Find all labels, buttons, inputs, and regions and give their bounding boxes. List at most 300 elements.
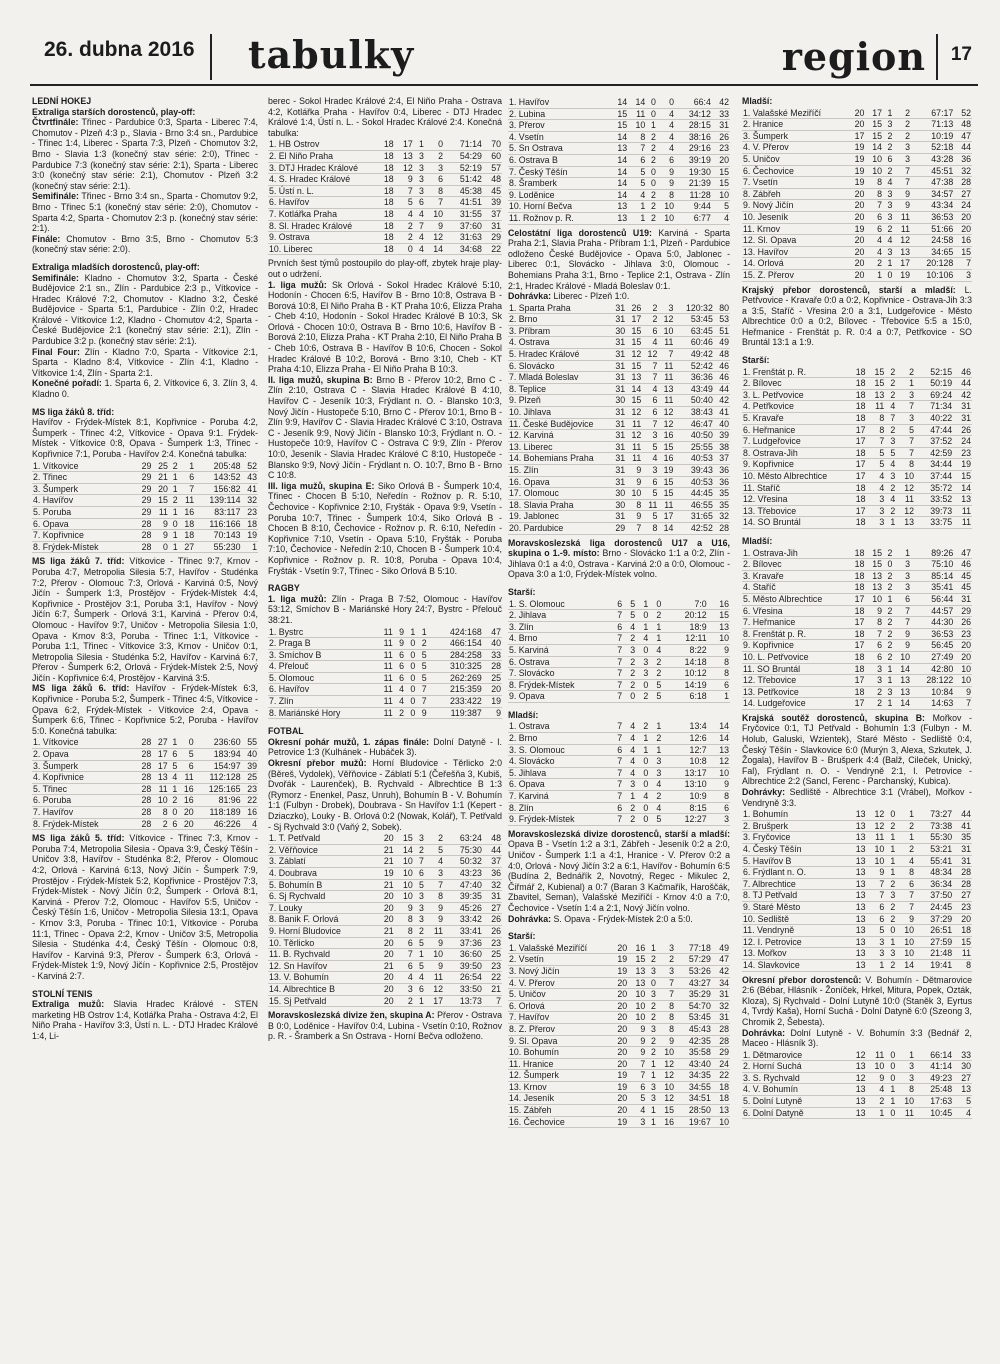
table-row — [508, 767, 730, 779]
paragraph-text: Havířov - Frýdek-Místek 8:1, Kopřivnice - Poruba 4:2, Šumperk - Třinec 4:2, Vítkovice - Opava 9:1. Frýdek-Místek - Vítkovice 0:8, Opava - Šumperk 1:3, Třinec - Kopřivnice 7:1, Poruba - Havířov 2:4. Konečná tabulka: — [32, 417, 258, 459]
table-cell: 1 — [643, 621, 649, 632]
table-row — [268, 960, 502, 972]
table-row — [508, 488, 730, 500]
table-cell: 4 — [643, 791, 649, 802]
table-cell: 5 — [724, 201, 729, 212]
table-cell: 37:60 — [459, 220, 482, 231]
result-paragraph — [32, 556, 258, 683]
table-cell: 20 — [383, 833, 394, 844]
table-cell: 6 — [399, 649, 405, 660]
table-cell: 3 — [877, 675, 883, 686]
table-cell: 5 — [890, 447, 896, 458]
table-cell: 17 — [402, 139, 413, 150]
table-cell: 53 — [719, 314, 729, 325]
table-cell: 41:51 — [459, 197, 482, 208]
section-heading: Starší: — [508, 931, 536, 942]
team-name: 11. České Budějovice — [509, 418, 594, 429]
team-name: 5. Havířov B — [743, 855, 792, 866]
table-cell: 4 — [966, 1107, 971, 1118]
table-row — [508, 1023, 730, 1035]
table-cell: 27 — [961, 890, 971, 901]
table-row — [742, 401, 972, 413]
table-cell: 30 — [615, 499, 626, 510]
table-cell: 55:30 — [930, 832, 953, 843]
team-name: 10. Těrlicko — [269, 937, 315, 948]
table-cell: 119:387 — [450, 707, 482, 718]
table-cell: 18 — [184, 530, 195, 541]
table-cell: 31 — [615, 337, 626, 348]
table-cell: 23 — [491, 937, 501, 948]
table-cell: 15 — [872, 559, 883, 570]
table-cell: 36 — [719, 476, 729, 487]
team-name: 12. Šumperk — [509, 1070, 559, 1081]
table-row — [742, 640, 972, 652]
table-cell: 2 — [887, 570, 893, 581]
team-name: 12. I. Petrovice — [743, 936, 802, 947]
table-cell: 12 — [900, 235, 911, 246]
table-cell: 11 — [632, 441, 642, 452]
table-cell: 18 — [855, 482, 866, 493]
table-row — [742, 844, 972, 856]
table-cell: 31 — [719, 120, 729, 131]
paragraph-text: S. Opava - Frýdek-Místek 2:0 a 5:0. — [551, 913, 693, 924]
team-name: 3. Záblatí — [269, 856, 306, 867]
table-cell: 51 — [719, 325, 729, 336]
table-row — [508, 943, 730, 954]
table-cell: 11 — [433, 925, 444, 936]
table-cell: 18 — [855, 494, 866, 505]
table-row — [508, 453, 730, 465]
table-cell: 156:82 — [213, 483, 241, 494]
table-cell: 37:36 — [459, 937, 482, 948]
table-cell: 48 — [491, 174, 501, 185]
table-cell: 2 — [650, 143, 656, 154]
section-heading: FOTBAL — [268, 726, 304, 737]
table-cell: 17 — [854, 675, 865, 686]
standings-table — [268, 627, 502, 720]
table-cell: 31 — [615, 314, 626, 325]
team-name: 8. Frýdek-Místek — [33, 541, 99, 552]
table-cell: 13 — [872, 582, 883, 593]
table-cell: 89:26 — [931, 547, 954, 558]
header-divider — [936, 34, 938, 80]
table-cell: 7 — [879, 890, 885, 901]
table-cell: 53:21 — [930, 844, 953, 854]
result-paragraph — [508, 228, 730, 292]
team-name: 7. Ludgeřovice — [743, 436, 801, 447]
table-cell: 13 — [961, 1084, 971, 1095]
table-cell: 2 — [905, 130, 911, 141]
table-cell: 7 — [652, 372, 658, 383]
table-cell: 5 — [172, 760, 178, 771]
table-cell: 4 — [887, 177, 893, 188]
team-name: 4. Brno — [509, 633, 538, 644]
team-name: 5. Dolní Lutyně — [743, 1096, 803, 1107]
table-cell: 2 — [909, 844, 915, 854]
table-cell: 1 — [879, 1107, 885, 1118]
table-cell: 14 — [904, 959, 915, 970]
table-cell: 9 — [640, 1023, 646, 1034]
table-cell: 15 — [617, 108, 628, 119]
table-cell: 3 — [879, 494, 885, 505]
table-cell: 13 — [855, 832, 866, 843]
table-cell: 31:55 — [459, 208, 482, 219]
table-cell: 6 — [407, 960, 413, 971]
table-cell: 6:77 — [693, 212, 711, 223]
table-cell: 9 — [636, 465, 642, 475]
table-cell: 10 — [904, 936, 915, 947]
result-paragraph — [268, 758, 502, 832]
table-cell: 2 — [909, 366, 915, 377]
table-row — [508, 668, 730, 680]
table-cell: 47 — [719, 954, 729, 965]
table-cell: 0 — [643, 644, 649, 655]
team-name: 9. Sl. Opava — [509, 1035, 558, 1046]
team-name: 19. Jablonec — [509, 511, 559, 522]
table-cell: 17 — [854, 640, 865, 651]
table-cell: 7 — [879, 878, 885, 889]
table-row — [742, 548, 972, 559]
table-cell: 19 — [491, 696, 501, 707]
team-name: 1. Sparta Praha — [509, 302, 571, 313]
table-cell: 18 — [383, 162, 394, 173]
table-cell: 154:97 — [213, 760, 241, 771]
table-cell: 10 — [874, 855, 885, 866]
table-cell: 7 — [905, 165, 911, 176]
table-cell: 6 — [724, 802, 729, 813]
table-cell: 10 — [433, 208, 444, 219]
team-name: 5. Jihlava — [509, 767, 547, 778]
table-cell: 8 — [669, 1023, 674, 1034]
table-cell: 36:53 — [931, 628, 954, 639]
table-cell: 10 — [872, 165, 883, 176]
table-cell: 15 — [719, 166, 729, 177]
table-cell: 21:48 — [930, 948, 953, 959]
paragraph-text: Třinec - Brno 3:4 sn., Sparta - Chomutov 9:2, Brno - Třinec 5:1 (konečný stav série: 2:0), Chomutov - Sparta 4:2, Sparta - Chomutov 2:3 p. (konečný stav série: 2:1). — [32, 191, 258, 234]
table-cell: 20 — [383, 983, 394, 994]
standings-table — [268, 833, 502, 1007]
table-cell: 28:122 — [926, 675, 954, 686]
team-name: 6. Opava — [33, 518, 69, 529]
team-name: 12. Sn Havířov — [269, 960, 328, 971]
table-cell: 28 — [719, 1023, 729, 1034]
result-paragraph — [32, 117, 258, 191]
table-cell: 17 — [900, 258, 911, 269]
table-cell: 36:34 — [930, 878, 953, 889]
table-cell: 2 — [650, 1012, 656, 1023]
team-name: 3. Šumperk — [33, 760, 78, 771]
table-cell: 3 — [909, 389, 915, 400]
table-cell: 7 — [669, 989, 674, 1000]
table-cell: 4 — [909, 855, 915, 866]
table-cell: 13:4 — [689, 721, 707, 732]
table-row — [268, 914, 502, 926]
table-cell: 0 — [410, 661, 416, 672]
team-name: 7. Louky — [269, 902, 303, 913]
table-cell: 0 — [172, 518, 178, 529]
table-cell: 28 — [719, 1035, 729, 1046]
team-name: 7. Kotlářka Praha — [269, 208, 337, 219]
table-row — [742, 913, 972, 925]
table-row — [742, 424, 972, 436]
standings-table — [508, 943, 730, 1129]
team-name: 3. DTJ Hradec Králové — [269, 162, 358, 173]
team-name: 6. Havířov — [269, 684, 310, 695]
table-row — [268, 684, 502, 696]
table-cell: 49 — [719, 337, 729, 348]
table-row — [508, 814, 730, 826]
table-cell: 31 — [615, 453, 626, 464]
table-cell: 5 — [909, 424, 915, 435]
table-cell: 120:32 — [685, 302, 713, 313]
table-cell: 1 — [643, 598, 649, 609]
table-cell: 5 — [879, 447, 885, 458]
table-cell: 31 — [961, 401, 971, 412]
table-cell: 2 — [172, 495, 178, 506]
table-cell: 10 — [719, 1116, 729, 1127]
table-cell: 10:45 — [930, 1107, 953, 1118]
table-cell: 0 — [890, 809, 896, 820]
table-cell: 9 — [879, 1072, 885, 1083]
table-cell: 3 — [643, 668, 649, 679]
table-cell: 54:29 — [459, 150, 482, 161]
table-cell: 0 — [669, 97, 674, 107]
table-cell: 7 — [496, 995, 501, 1006]
table-cell: 1 — [887, 593, 893, 604]
section-heading: MS liga žáků 8. tříd: — [32, 406, 115, 417]
table-cell: 7 — [669, 977, 674, 988]
paragraph-text: Kladno - Chomutov 3:2, Sparta - České Budějovice 2:1 sn., Zlín - Pardubice 2:3 p., Vítkovice - Hradec Králové 7:2, Chomutov - Kladno 3:2, České Budějovice - Sparta 5:1, Pardubice - Zlín 0:2, Hradec Králové - Vítkovice 1:2, Kladno - Chomutov 4:2, Sparta - České Budějovice 2:1 (konečný stav série: 2:1), Zlín - Pardubice 3:2 p. (konečný stav série: 2:1). — [32, 272, 258, 347]
table-cell: 66:14 — [930, 1049, 953, 1060]
table-cell: 1 — [421, 626, 427, 637]
table-cell: 4 — [652, 383, 658, 394]
table-cell: 13 — [855, 820, 866, 831]
table-cell: 12 — [663, 407, 674, 418]
team-name: 9. Plzeň — [509, 395, 541, 406]
table-cell: 7 — [966, 258, 971, 269]
table-row — [742, 605, 972, 617]
table-cell: 35 — [719, 488, 729, 499]
table-cell: 6 — [877, 651, 883, 662]
table-cell: 6 — [189, 472, 195, 483]
table-cell: 45:43 — [688, 1023, 711, 1034]
table-cell: 7 — [438, 197, 444, 208]
table-cell: 11 — [648, 499, 658, 510]
table-cell: 13 — [617, 201, 628, 212]
table-cell: 5 — [640, 1093, 646, 1104]
table-cell: 4 — [652, 337, 658, 348]
table-cell: 2 — [438, 833, 444, 844]
table-cell: 35:58 — [688, 1047, 711, 1058]
table-cell: 39:19 — [688, 154, 711, 165]
team-name: 4. S. Hradec Králové — [269, 174, 351, 185]
table-cell: 44:30 — [931, 617, 954, 628]
team-name: 9. Loděnice — [509, 189, 555, 200]
team-name: 6. Slovácko — [509, 360, 555, 371]
team-name: 8. Šramberk — [509, 178, 557, 189]
table-row — [508, 476, 730, 488]
table-row — [508, 430, 730, 442]
result-paragraph — [742, 787, 972, 808]
table-row — [268, 672, 502, 684]
table-cell: 44:45 — [690, 488, 713, 499]
table-row — [508, 633, 730, 645]
table-cell: 75:10 — [931, 559, 954, 570]
table-cell: 1 — [890, 855, 896, 866]
table-cell: 4 — [630, 767, 636, 778]
table-cell: 18 — [383, 232, 394, 243]
table-cell: 12:27 — [684, 814, 707, 825]
table-cell: 4 — [630, 721, 636, 732]
table-cell: 9 — [640, 1047, 646, 1058]
team-name: 5. Poruba — [33, 506, 72, 517]
paragraph-text: Brno B - Přerov 10:2, Brno C - Zlín 2:10, Ostrava C - Slavia Hradec Králové B 4:10, Havířov C - Jeseník 10:3, Frýdlant n. O. - Blansko 10:3, Nový Jičín - Hustopeče 5:10, Brno C - Přerov 10:1, Brno B - Zlín 9:9, Havířov C - Slavia Hradec Králové C 3:10, Ostrava C - Jeseník 9:9, Nový Jičín - Blansko 10:3, Frýdlant n. O. - Hustopeče 10:9, Havířov C - Ostrava C 9:9, Zlín - Přerov 10:0, Jeseník - Slavia Hradec Králové C 8:10, Hustopeče - Blansko 9:9, Nový Jičín - Frýdlant n. O. 10:7, Brno B - Brno C 10:8. — [268, 374, 502, 481]
table-cell: 0 — [643, 756, 649, 767]
team-name: 2. Opava — [33, 749, 69, 760]
team-name: 13. Mořkov — [743, 948, 787, 959]
table-cell: 3 — [890, 948, 896, 959]
table-cell: 8 — [877, 617, 883, 628]
table-cell: 4 — [879, 1084, 885, 1095]
table-cell: 14 — [631, 383, 642, 394]
table-cell: 31 — [615, 360, 626, 371]
table-cell: 14 — [961, 482, 971, 493]
table-cell: 2 — [407, 995, 413, 1006]
table-cell: 3 — [650, 989, 656, 1000]
team-name: 13. Petřkovice — [743, 686, 799, 697]
table-cell: 2 — [890, 389, 896, 400]
header-divider — [210, 34, 212, 80]
table-row — [268, 139, 502, 150]
table-cell: 9 — [407, 902, 413, 913]
table-cell: 34:68 — [459, 243, 482, 254]
table-cell: 60 — [491, 150, 501, 161]
table-cell: 15 — [719, 178, 729, 189]
table-cell: 3 — [407, 983, 413, 994]
team-name: 11. Staříč — [743, 482, 780, 493]
table-row — [508, 802, 730, 814]
table-cell: 21 — [383, 856, 394, 867]
table-cell: 7 — [877, 628, 883, 639]
table-row — [508, 1081, 730, 1093]
table-cell: 0 — [172, 807, 178, 817]
team-name: 4. Petřkovice — [743, 401, 794, 412]
table-cell: 5 — [438, 844, 444, 855]
table-cell: 3 — [419, 902, 424, 913]
table-cell: 42 — [719, 395, 729, 406]
table-cell: 17 — [855, 505, 866, 516]
table-row — [742, 1072, 972, 1084]
table-cell: 46:226 — [213, 818, 241, 829]
team-name: 9. Kopřivnice — [743, 640, 794, 651]
table-cell: 6 — [617, 802, 623, 813]
table-cell: 19:30 — [688, 166, 711, 177]
table-cell: 2 — [890, 959, 896, 970]
table-row — [508, 212, 730, 224]
table-cell: 116:166 — [209, 518, 241, 529]
table-cell: 35:41 — [931, 582, 954, 593]
table-cell: 3 — [890, 436, 896, 447]
table-cell: 0 — [650, 977, 656, 988]
table-cell: 6 — [877, 211, 883, 222]
table-cell: 0 — [438, 139, 444, 150]
table-cell: 7 — [877, 200, 883, 211]
team-name: 14. Orlová — [743, 258, 784, 269]
table-cell: 36:36 — [690, 372, 713, 383]
paragraph-label: Finále: — [32, 233, 61, 244]
table-cell: 9 — [438, 902, 444, 913]
table-cell: 28 — [141, 518, 152, 529]
table-cell: 29 — [141, 495, 152, 506]
table-row — [742, 517, 972, 529]
table-row — [32, 461, 258, 472]
table-row — [508, 733, 730, 745]
table-cell: 21 — [491, 983, 501, 994]
table-cell: 7 — [617, 721, 623, 732]
table-cell: 2 — [887, 617, 893, 628]
issue-date: 26. dubna 2016 — [44, 38, 195, 61]
table-cell: 0 — [643, 779, 649, 790]
paragraph-label: Krajská soutěž dorostenců, skupina B: — [742, 712, 925, 723]
table-cell: 10 — [631, 488, 642, 499]
table-row — [742, 890, 972, 902]
team-name: 1. T. Petřvald — [269, 833, 321, 844]
table-cell: 33 — [961, 1049, 971, 1060]
team-name: 10. Horní Bečva — [509, 201, 573, 212]
table-cell: 45:26 — [459, 902, 482, 913]
table-cell: 17 — [631, 314, 642, 325]
table-cell: 31 — [719, 989, 729, 1000]
table-cell: 7 — [668, 349, 674, 360]
table-cell: 15 — [663, 441, 674, 452]
table-cell: 3 — [905, 153, 911, 164]
table-cell: 32 — [491, 879, 501, 890]
table-row — [508, 779, 730, 791]
table-cell: 32 — [247, 495, 257, 506]
table-cell: 10 — [664, 201, 674, 212]
table-cell: 2 — [630, 633, 636, 644]
table-cell: 2 — [909, 820, 915, 831]
team-name: 14. Jeseník — [509, 1093, 554, 1104]
table-cell: 10 — [635, 120, 646, 131]
team-name: 3. L. Petřvovice — [743, 389, 804, 400]
table-cell: 2 — [650, 1047, 656, 1058]
table-cell: 3 — [887, 200, 893, 211]
standings-table — [742, 108, 972, 282]
team-name: 4. Ostrava — [509, 337, 550, 348]
team-name: 10. Jeseník — [743, 211, 788, 222]
table-cell: 8 — [724, 668, 729, 679]
table-cell: 14 — [617, 178, 628, 189]
team-name: 2. Bílovec — [743, 378, 782, 389]
table-cell: 11 — [383, 661, 393, 672]
table-row — [268, 707, 502, 719]
table-row — [742, 698, 972, 710]
table-cell: 15 — [874, 378, 885, 389]
team-name: 7. Slovácko — [509, 668, 555, 679]
team-name: 5. Karviná — [509, 644, 549, 655]
table-cell: 53:45 — [690, 314, 713, 325]
table-cell: 46 — [961, 366, 971, 377]
table-row — [268, 638, 502, 650]
table-cell: 15 — [631, 325, 642, 336]
table-cell: 24:58 — [931, 235, 954, 246]
table-cell: 5 — [419, 937, 424, 948]
table-cell: 8 — [407, 914, 413, 925]
standings-table — [508, 303, 730, 535]
table-cell: 20 — [383, 914, 394, 925]
team-name: 3. Šumperk — [743, 130, 788, 141]
